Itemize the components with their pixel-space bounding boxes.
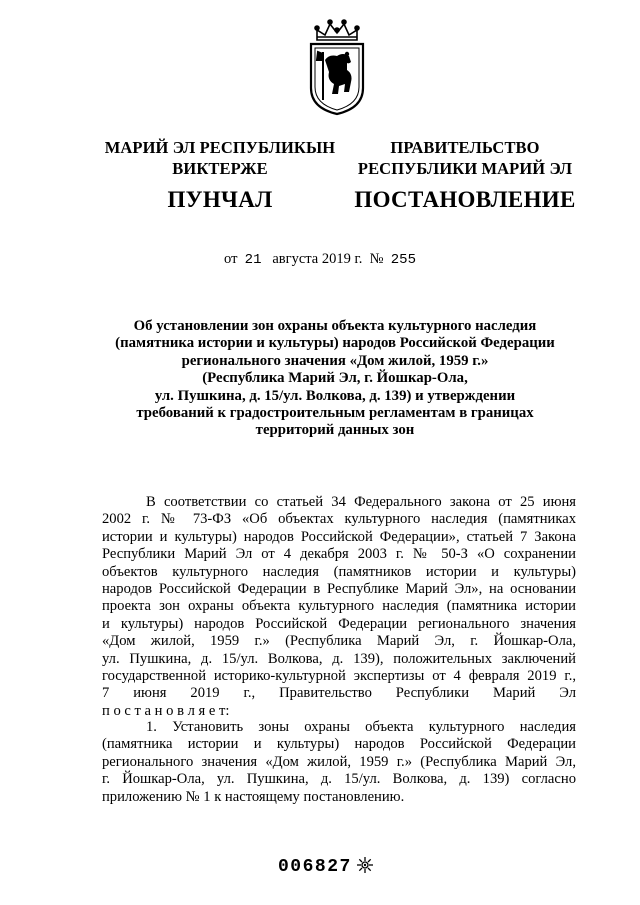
decree-number: 255 bbox=[390, 252, 416, 268]
title-line: требований к градостроительным регламентам в границах bbox=[136, 405, 534, 422]
body-line: приложению № 1 к настоящему постановлению. bbox=[102, 788, 405, 805]
header-right-title: ПОСТАНОВЛЕНИЕ bbox=[354, 187, 576, 212]
date-month-year: августа 2019 г. bbox=[272, 251, 363, 267]
title-line: регионального значения «Дом жилой, 1959 г.» bbox=[181, 352, 489, 369]
header-right-line1: ПРАВИТЕЛЬСТВО bbox=[390, 138, 540, 157]
number-sign: № bbox=[369, 251, 384, 267]
preamble-paragraph bbox=[102, 494, 576, 720]
header-left-title: ПУНЧАЛ bbox=[167, 187, 273, 212]
title-line: ул. Пушкина, д. 15/ул. Волкова, д. 139) и утверждении bbox=[154, 387, 516, 404]
header-right bbox=[350, 137, 580, 214]
decree-title bbox=[100, 318, 570, 440]
body-line: г. Йошкар-Ола, ул. Пушкина, д. 15/ул. Волкова, д. 139) согласно bbox=[102, 771, 576, 788]
body-line: 1. Установить зоны охраны объекта культурного наследия bbox=[146, 719, 576, 735]
body-line: ул. Пушкина, д. 15/ул. Волкова, д. 139), положительных заключений bbox=[102, 650, 576, 667]
decree-date-line bbox=[0, 251, 640, 268]
title-line: территорий данных зон bbox=[255, 422, 415, 439]
header-left-line1: МАРИЙ ЭЛ РЕСПУБЛИКЫН bbox=[104, 138, 336, 157]
date-prefix: от bbox=[224, 251, 238, 267]
body-line: государственной историко-культурной экспертизы от 4 февраля 2019 г., bbox=[102, 668, 576, 685]
body-line-resolves: п о с т а н о в л я е т: bbox=[102, 702, 230, 719]
header-left bbox=[95, 137, 345, 214]
title-line: (Республика Марий Эл, г. Йошкар-Ола, bbox=[202, 370, 468, 387]
body-line: истории и культуры) народов Российской Федерации», статьей 7 Закона bbox=[102, 528, 576, 545]
clause-1-paragraph bbox=[102, 719, 576, 806]
body-line: (памятника истории и культуры) народов Российской Федерации bbox=[102, 736, 576, 753]
coat-of-arms-bear-icon bbox=[303, 18, 371, 116]
body-line: В соответствии со статьей 34 Федерального закона от 25 июня bbox=[146, 494, 576, 510]
title-line: (памятника истории и культуры) народов Российской Федерации bbox=[115, 335, 555, 352]
title-line: Об установлении зон охраны объекта культурного наследия bbox=[133, 318, 537, 334]
body-line: народов Российской Федерации в Республике Марий Эл», на основании bbox=[102, 581, 576, 598]
body-line: «Дом жилой, 1959 г.» (Республика Марий Эл, г. Йошкар-Ола, bbox=[102, 633, 576, 650]
date-day: 21 bbox=[244, 252, 262, 268]
body-line: Республики Марий Эл от 4 декабря 2003 г. № 50-З «О сохранении bbox=[102, 546, 576, 563]
document-serial-number: 006827 bbox=[278, 857, 352, 877]
header-left-line2: ВИКТЕРЖЕ bbox=[172, 159, 268, 178]
body-line: регионального значения «Дом жилой, 1959 г.» (Республика Марий Эл, bbox=[102, 753, 576, 770]
body-line: проекта зон охраны объекта культурного наследия (памятника истории bbox=[102, 598, 576, 615]
body-line: и культуры) народов Российской Федерации регионального значения bbox=[102, 615, 576, 632]
body-line: 7 июня 2019 г., Правительство Республики Марий Эл bbox=[102, 685, 576, 702]
header-right-line2: РЕСПУБЛИКИ МАРИЙ ЭЛ bbox=[357, 159, 573, 178]
body-line: 2002 г. № 73-ФЗ «Об объектах культурного наследия (памятниках bbox=[102, 511, 576, 528]
body-line: объектов культурного наследия (памятников истории и культуры) bbox=[102, 563, 576, 580]
ornament-star-icon bbox=[356, 856, 374, 874]
